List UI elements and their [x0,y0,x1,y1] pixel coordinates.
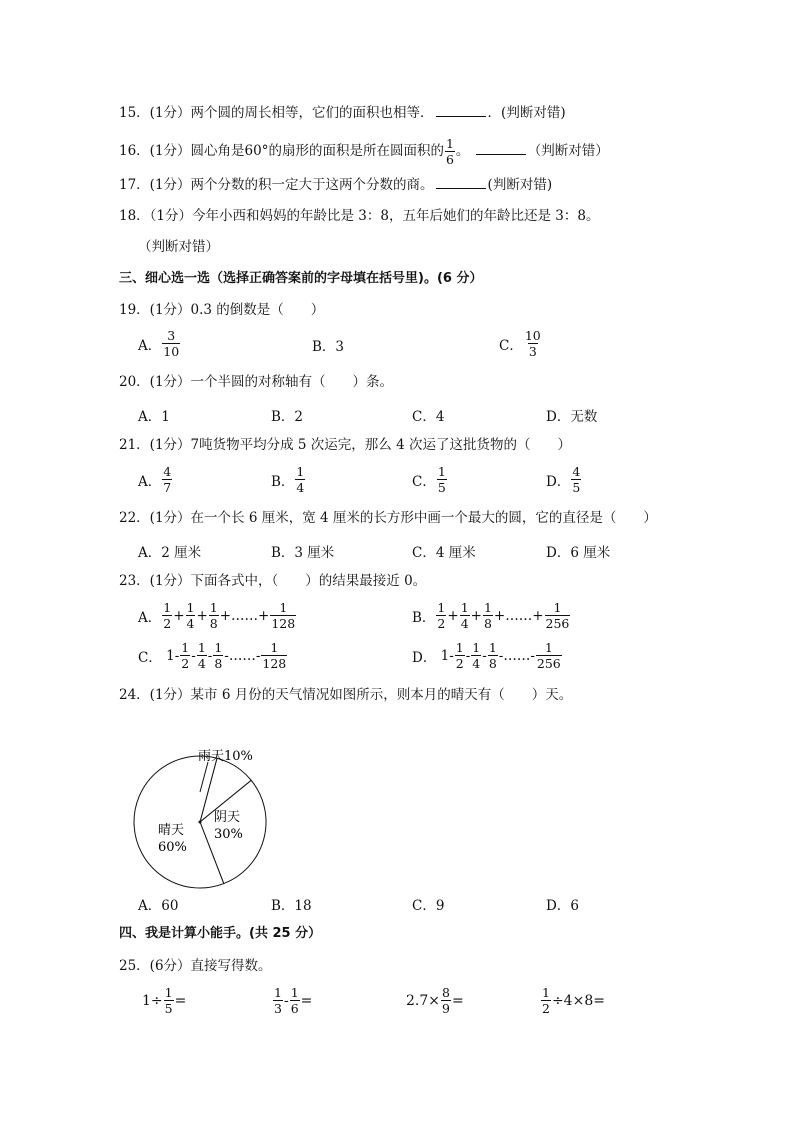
question-tail: ．(判断对错) [487,105,566,121]
answer-blank[interactable] [476,142,526,155]
fraction: $\frac{1}{5}$ [164,985,173,1016]
option-b[interactable]: B．3 厘米 [271,545,335,561]
expression-3: 2.7× $\frac{8}{9}$ = [406,985,464,1016]
option-b[interactable]: B．18 [271,898,312,914]
option-c[interactable]: C． $\frac{1}{5}$ [412,464,446,495]
option-c[interactable]: C． $\frac{10}{3}$ [499,328,541,359]
question-18-tail: （判断对错） [138,239,219,255]
option-a[interactable]: A．2 厘米 [138,545,202,561]
question-19: 19．(1分）0.3 的倒数是（ ） [119,302,325,318]
fraction: $\frac{1}{3}$ [274,985,282,1016]
question-16: 16．(1分）圆心角是60°的扇形的面积是所在圆面积的 $\frac{1}{6}$ 。 （判断对错） [119,136,609,167]
fraction: $\frac{1}{4}$ [296,464,305,495]
question-text: 17．(1分）两个分数的积一定大于这两个分数的商。 [119,177,434,193]
question-tail: (判断对错) [487,177,553,193]
fraction: $\frac{8}{9}$ [442,985,450,1016]
fraction: $\frac{1}{8}$ [214,640,223,671]
question-18: 18．（1分）今年小西和妈妈的年龄比是 3：8，五年后她们的年龄比还是 3：8。 [119,208,600,224]
expression-1: 1÷ $\frac{1}{5}$ = [142,985,187,1016]
option-b[interactable]: B． $\frac{1}{4}$ [271,464,305,495]
option-d[interactable]: D． $\frac{4}{5}$ [546,464,581,495]
question-15 [119,104,566,122]
option-a[interactable]: A． $\frac{1}{2}$ + $\frac{1}{4}$ + $\frac{1}{8}$ + …… + $\frac{1}{128}$ [138,600,296,631]
question-23: 23．(1分）下面各式中，（ ）的结果最接近 0。 [119,573,427,589]
option-c[interactable]: C． 1 - $\frac{1}{2}$ - $\frac{1}{4}$ - $\frac{1}{8}$ - …… - $\frac{1}{128}$ [138,640,287,671]
fraction: $\frac{1}{128}$ [271,600,296,631]
fraction: $\frac{1}{2}$ [437,600,446,631]
option-d[interactable]: D．6 厘米 [546,545,611,561]
question-20: 20．(1分）一个半圆的对称轴有（ ）条。 [119,374,394,390]
fraction: $\frac{1}{8}$ [488,640,497,671]
fraction: $\frac{1}{256}$ [545,600,570,631]
fraction: $\frac{1}{128}$ [262,640,287,671]
fraction: $\frac{1}{4}$ [197,640,206,671]
expression-2: $\frac{1}{3}$ - $\frac{1}{6}$ = [274,985,313,1016]
option-a[interactable]: A． $\frac{4}{7}$ [138,464,172,495]
question-24: 24．(1分）某市 6 月份的天气情况如图所示，则本月的晴天有（ ）天。 [119,687,573,703]
fraction: $\frac{10}{3}$ [524,328,541,359]
question-21: 21．(1分）7吨货物平均分成 5 次运完，那么 4 次运了这批货物的（ ） [119,437,571,453]
fraction: $\frac{1}{4}$ [460,600,469,631]
fraction: $\frac{1}{5}$ [437,464,446,495]
option-c[interactable]: C．4 [412,409,445,425]
option-a[interactable]: A．1 [138,409,170,425]
option-b[interactable]: B．3 [312,339,345,355]
question-text: 15．(1分）两个圆的周长相等，它们的面积也相等． [119,105,434,121]
option-c[interactable]: C．9 [412,898,445,914]
section-heading: 四、我是计算小能手。(共 25 分） [119,926,322,941]
fraction: $\frac{1}{8}$ [209,600,218,631]
fraction: $\frac{1}{2}$ [181,640,190,671]
fraction: $\frac{1}{2}$ [163,600,172,631]
option-d[interactable]: D．无数 [546,409,598,425]
fraction: $\frac{1}{2}$ [542,985,550,1016]
expression-4: $\frac{1}{2}$ ÷4×8= [542,985,605,1016]
fraction: $\frac{1}{4}$ [186,600,195,631]
weather-pie-chart [130,740,270,900]
answer-blank[interactable] [436,104,486,117]
sunny-label-pct: 60% [158,840,187,855]
pie-center [199,821,202,824]
sunny-label-name: 晴天 [158,823,185,838]
rain-label: 雨天10% [198,749,253,764]
option-a[interactable]: A．60 [138,898,179,914]
fraction: $\frac{4}{7}$ [163,464,172,495]
option-d[interactable]: D． 1 - $\frac{1}{2}$ - $\frac{1}{4}$ - $\frac{1}{8}$ - …… - $\frac{1}{256}$ [412,640,561,671]
fraction: $\frac{1}{6}$ [290,985,299,1016]
cloudy-label-pct: 30% [214,827,243,842]
answer-blank[interactable] [436,176,486,189]
question-25: 25．(6分）直接写得数。 [119,958,272,974]
question-text: 16．(1分）圆心角是60°的扇形的面积是所在圆面积的 [119,143,444,159]
option-a[interactable]: A． $\frac{3}{10}$ [138,328,180,359]
option-b[interactable]: B．2 [271,409,304,425]
option-c[interactable]: C．4 厘米 [412,545,476,561]
option-b[interactable]: B． $\frac{1}{2}$ + $\frac{1}{4}$ + $\frac{1}{8}$ + …… + $\frac{1}{256}$ [412,600,570,631]
fraction: $\frac{3}{10}$ [163,328,180,359]
question-tail: （判断对错） [527,143,609,159]
section-heading: 三、细心选一选（选择正确答案前的字母填在括号里)。(6 分） [119,271,483,286]
question-22: 22．(1分）在一个长 6 厘米，宽 4 厘米的长方形中画一个最大的圆，它的直径是（ ） [119,510,657,526]
option-d[interactable]: D．6 [546,898,579,914]
question-17 [119,176,552,194]
fraction: $\frac{1}{2}$ [455,640,464,671]
fraction: $\frac{1}{6}$ [445,136,454,167]
fraction: $\frac{1}{4}$ [472,640,481,671]
fraction: $\frac{4}{5}$ [572,464,581,495]
fraction: $\frac{1}{256}$ [536,640,561,671]
cloudy-label-name: 阴天 [214,810,241,825]
fraction: $\frac{1}{8}$ [483,600,492,631]
